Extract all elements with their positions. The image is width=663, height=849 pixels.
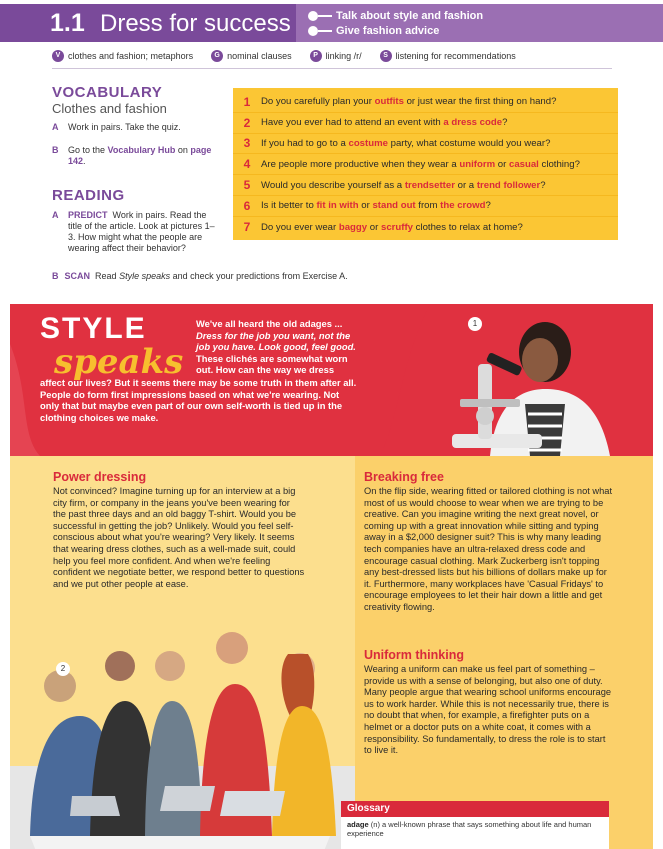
quiz-question: 4 Are people more productive when they wear a uniform or casual clothing? xyxy=(233,154,618,175)
vocabulary-hub-link[interactable]: Vocabulary Hub xyxy=(107,145,176,155)
divider xyxy=(52,68,612,69)
unit-goals xyxy=(296,4,663,42)
team-meeting-photo xyxy=(10,606,355,849)
unit-number: 1.1 xyxy=(50,9,85,37)
reading-task-a: A PREDICT Work in pairs. Read the title of the article. Look at pictures 1–3. How might what the people are wearing affect their behavior? xyxy=(52,210,215,253)
goal-item xyxy=(308,10,483,22)
photo-number-2: 2 xyxy=(56,662,70,676)
section-body-uniform-thinking: Wearing a uniform can make us feel part of something – provide us with a sense of belonging, but also one of duty. Many people argue that wearing school uniforms encourage us to work harder. While this is not necessarily true, there is no doubt that when, for example, a firefighter puts on a helmet or a doctor puts on a white coat, it comes with a responsibility. So fundamentally, to dress the role is to start to live it. xyxy=(364,664,612,756)
quiz-question: 5 Would you describe yourself as a trendsetter or a trend follower? xyxy=(233,175,618,196)
glossary-heading: Glossary xyxy=(341,801,609,817)
skill-speaking xyxy=(380,50,516,62)
goal-bullet-icon xyxy=(308,26,318,36)
skill-pronunciation xyxy=(310,50,362,62)
page-reference-link[interactable]: page 142 xyxy=(68,145,212,166)
glossary-entry: adage (n) a well-known phrase that says something about life and human experience xyxy=(347,820,592,838)
unit-title-bar xyxy=(0,4,296,42)
vocabulary-heading: VOCABULARY xyxy=(52,84,163,101)
goal-text: Talk about style and fashion xyxy=(336,10,484,22)
section-heading-breaking-free: Breaking free xyxy=(364,470,444,484)
skills-row xyxy=(52,50,516,62)
section-heading-power-dressing: Power dressing xyxy=(53,470,147,484)
goal-bullet-icon xyxy=(308,11,318,21)
quiz-question: 1 Do you carefully plan your outfits or just wear the first thing on hand? xyxy=(233,92,618,113)
section-heading-uniform-thinking: Uniform thinking xyxy=(364,648,464,662)
skill-label: clothes and fashion; metaphors xyxy=(68,51,194,61)
reading-section xyxy=(52,187,222,254)
goal-item xyxy=(308,25,439,37)
article-title-speaks: speaks xyxy=(54,342,184,382)
grammar-badge-icon: G xyxy=(211,50,223,62)
article-title-style: STYLE xyxy=(40,312,147,345)
section-body-breaking-free: On the flip side, wearing fitted or tailored clothing is not what most of us would choose to wear when we are trying to be creative. Can you imagine writing the next great novel, or coming up with a great innovation while sitting and typing away in a $2,000 designer suit? This is why many leading tech companies have an ultra-relaxed dress code and encourage casual clothing. Mark Zuckerberg isn't topping any best-dressed lists but his billions of dollars make up for it. Furthermore, many workplaces have 'Casual Fridays' to encourage employees to let their hair down a little and get creativity flowing. xyxy=(364,486,613,612)
quiz-question: 6 Is it better to fit in with or stand out from the crowd? xyxy=(233,196,618,217)
vocabulary-subheading: Clothes and fashion xyxy=(52,101,167,116)
glossary-box xyxy=(341,801,609,849)
skill-label: linking /r/ xyxy=(325,51,362,61)
reading-task-b: B SCAN Read Style speaks and check your predictions from Exercise A. xyxy=(52,271,348,281)
quiz-question: 3 If you had to go to a costume party, what costume would you wear? xyxy=(233,134,618,155)
fashion-quiz xyxy=(233,88,618,240)
speaking-badge-icon: S xyxy=(380,50,392,62)
pronunciation-badge-icon: P xyxy=(310,50,322,62)
unit-header xyxy=(0,0,663,44)
skill-vocabulary xyxy=(52,50,193,62)
unit-title: Dress for success xyxy=(100,10,291,37)
reading-heading: READING xyxy=(52,187,125,204)
vocabulary-section xyxy=(52,84,222,167)
photo-number-1: 1 xyxy=(468,317,482,331)
vocabulary-task-a: A Work in pairs. Take the quiz. xyxy=(52,122,181,132)
article-intro-continued: affect our lives? But it seems there may be some truth in them after all. People do form first impressions based on what we're wearing. Not only that but maybe even part of our own self-worth is tied up in the clothing choices we make. xyxy=(40,377,357,423)
article-banner xyxy=(10,304,653,456)
section-body-power-dressing: Not convinced? Imagine turning up for an interview at a big city firm, or company in the jeans you've been wearing for the past three days and an old baggy T-shirt. Would you be successful in getting the job? Unlikely. Would you feel self-conscious about what you're wearing? Very likely. It seems that wearing dress clothes, such as a well-made suit, could help you feel more confident. And when we're feeling confident we negotiate better, we respond better to questions and we put other people at ease. xyxy=(53,486,305,589)
skill-grammar xyxy=(211,50,292,62)
quiz-question: 2 Have you ever had to attend an event with a dress code? xyxy=(233,113,618,134)
skill-label: listening for recommendations xyxy=(395,51,516,61)
vocabulary-task-b: B Go to the Vocabulary Hub on page 142. xyxy=(52,145,212,166)
quiz-question: 7 Do you ever wear baggy or scruffy clothes to relax at home? xyxy=(243,220,523,235)
skill-label: nominal clauses xyxy=(227,51,292,61)
vocabulary-badge-icon: V xyxy=(52,50,64,62)
goal-text: Give fashion advice xyxy=(336,25,440,37)
article-intro: We've all heard the old adages ... Dress for the job you want, not the job you have. Look good, feel good. These clichés are somewhat worn out. How can the way we dress xyxy=(196,318,356,375)
scientist-microscope-photo xyxy=(360,304,653,456)
